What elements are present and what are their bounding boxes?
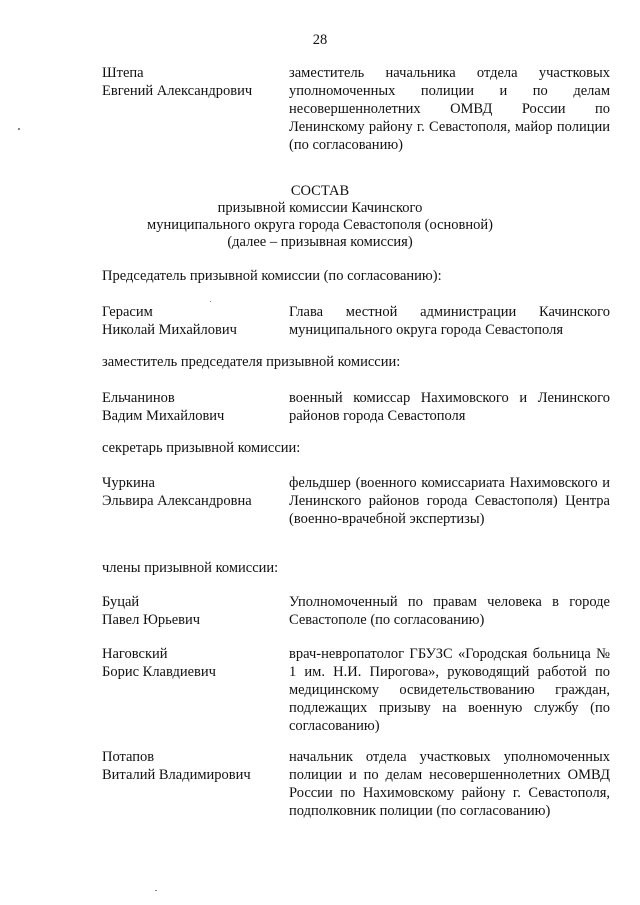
member-name	[102, 64, 287, 100]
heading-line-1: призывной комиссии Качинского	[217, 200, 423, 216]
member-given-names: Борис Клавдиевич	[102, 664, 216, 680]
member-name	[102, 645, 287, 681]
section-secretary-label: секретарь призывной комиссии:	[102, 440, 301, 456]
member-surname: Герасим	[102, 304, 153, 320]
member-name	[102, 474, 287, 510]
section-members-label: члены призывной комиссии:	[102, 560, 279, 576]
member-given-names: Павел Юрьевич	[102, 612, 201, 628]
scan-speck	[210, 301, 211, 302]
section-chair-label: Председатель призывной комиссии (по согласованию):	[102, 268, 442, 284]
section-deputy-label: заместитель председателя призывной комиссии:	[102, 354, 401, 370]
member-surname: Потапов	[102, 749, 155, 765]
member-name	[102, 389, 287, 425]
member-role: Глава местной администрации Качинского муниципального округа города Севастополя	[289, 304, 610, 338]
scan-speck	[155, 890, 157, 891]
member-given-names: Вадим Михайлович	[102, 408, 225, 424]
heading-line-2: муниципального округа города Севастополя (основной)	[147, 217, 493, 233]
member-given-names: Николай Михайлович	[102, 322, 237, 338]
member-given-names: Евгений Александрович	[102, 83, 253, 99]
member-surname: Штепа	[102, 65, 144, 81]
member-role: врач-невропатолог ГБУЗС «Городская больница № 1 им. Н.И. Пирогова», руководящий работой по медицинскому освидетельствованию граждан, подлежащих призыву на военную службу (по согласованию)	[289, 646, 610, 734]
scan-speck	[18, 128, 20, 130]
document-heading	[0, 183, 640, 251]
member-surname: Буцай	[102, 594, 140, 610]
member-given-names: Виталий Владимирович	[102, 767, 251, 783]
page-number: 28	[312, 32, 328, 48]
member-role: начальник отдела участковых уполномоченных полиции и по делам несовершеннолетних ОМВД России по Нахимовскому району г. Севастополя, подполковник полиции (по согласованию)	[289, 749, 610, 819]
member-name	[102, 303, 287, 339]
member-role: фельдшер (военного комиссариата Нахимовского и Ленинского районов города Севастополя) Центра (военно-врачебной экспертизы)	[289, 475, 610, 527]
member-surname: Наговский	[102, 646, 168, 662]
member-given-names: Эльвира Александровна	[102, 493, 252, 509]
heading-title: СОСТАВ	[290, 183, 350, 199]
member-role: заместитель начальника отдела участковых уполномоченных полиции и по делам несовершеннолетних ОМВД России по Ленинскому району г. Севастополя, майор полиции (по согласованию)	[289, 65, 610, 153]
member-role: Уполномоченный по правам человека в городе Севастополе (по согласованию)	[289, 594, 610, 628]
member-name	[102, 748, 287, 784]
heading-line-3: (далее – призывная комиссия)	[227, 234, 413, 250]
member-surname: Чуркина	[102, 475, 155, 491]
member-surname: Ельчанинов	[102, 390, 175, 406]
member-name	[102, 593, 287, 629]
member-role: военный комиссар Нахимовского и Ленинского районов города Севастополя	[289, 390, 610, 424]
